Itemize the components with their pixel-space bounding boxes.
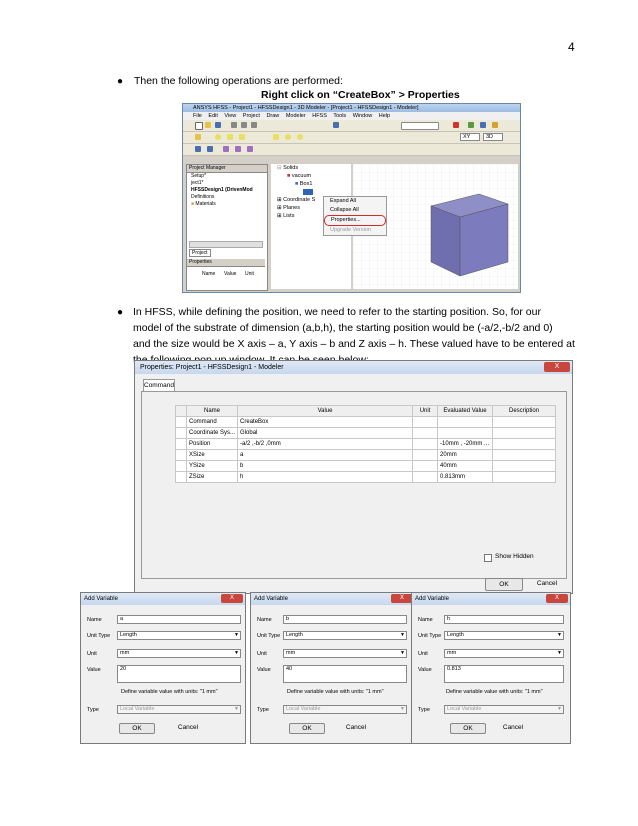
add-variable-title-text: Add Variable: [84, 596, 118, 602]
toolbar-3: [183, 144, 520, 156]
pm-item[interactable]: Setup*: [191, 173, 207, 179]
menu-collapse-all[interactable]: Collapse All: [330, 207, 359, 213]
menu-modeler[interactable]: Modeler: [285, 113, 306, 119]
menu-properties[interactable]: Properties...: [324, 215, 386, 226]
lists-icon: ⊞: [277, 213, 282, 219]
bullet-2-line: and the size would be X axis – a, Y axis – b and Z axis – h. These valued have to be entered at: [133, 338, 575, 350]
cell-description[interactable]: [493, 461, 556, 472]
close-icon[interactable]: X: [546, 594, 568, 603]
unit-type-select[interactable]: [283, 631, 407, 640]
bullet-2-line: In HFSS, while defining the position, we need to refer to the starting position. So, for our: [133, 306, 541, 318]
add-variable-title: [81, 593, 245, 605]
results-icon[interactable]: [480, 122, 486, 128]
coordinate-icon: ⊞: [277, 197, 282, 203]
hfss-menu-bar: [183, 112, 520, 120]
hfss-title: ANSYS HFSS - Project1 - HFSSDesign1 - 3D Modeler - [Project1 - HFSSDesign1 - Modeler]: [183, 104, 520, 112]
save-icon[interactable]: [215, 122, 221, 128]
pm-item-design[interactable]: HFSSDesign1 (DrivenMod: [191, 187, 253, 193]
cell-value[interactable]: a: [238, 450, 413, 461]
cell-name: ZSize: [187, 472, 238, 483]
subtract-icon[interactable]: [235, 146, 241, 152]
unit-type-label: Unit Type: [418, 633, 442, 639]
ok-button[interactable]: OK: [289, 723, 325, 734]
cell-unit: [413, 461, 438, 472]
project-manager-header: Project Manager: [187, 165, 267, 173]
grid-header-row: [176, 406, 556, 417]
name-input[interactable]: b: [283, 615, 407, 624]
row-marker: [176, 450, 187, 461]
command-tab-pane: [141, 391, 567, 579]
cell-unit: [413, 417, 438, 428]
close-icon[interactable]: X: [221, 594, 243, 603]
cell-value[interactable]: -a/2 ,-b/2 ,0mm: [238, 439, 413, 450]
cell-evaluated: [438, 428, 493, 439]
cell-value[interactable]: CreateBox: [238, 417, 413, 428]
draw-circle-icon[interactable]: [215, 134, 221, 140]
tree-item-vacuum[interactable]: [271, 172, 351, 180]
value-label: Value: [87, 667, 101, 673]
type-select: [444, 705, 564, 714]
planes-icon: ⊞: [277, 205, 282, 211]
row-marker: [176, 472, 187, 483]
box-icon: ■: [295, 181, 299, 187]
port-icon[interactable]: [195, 146, 201, 152]
chevron-down-icon: ▼: [400, 632, 405, 638]
new-icon[interactable]: [195, 122, 203, 130]
page-number: 4: [568, 40, 575, 54]
menu-tools[interactable]: Tools: [333, 113, 347, 119]
draw-rectangle-icon[interactable]: [227, 134, 233, 140]
createbox-selected: [303, 189, 313, 195]
type-value: Local Variable: [120, 706, 155, 712]
table-row[interactable]: [176, 450, 556, 461]
cell-evaluated: 20mm: [438, 450, 493, 461]
add-variable-title: [412, 593, 570, 605]
value-input[interactable]: 0.813: [444, 665, 564, 683]
hint-text: Define variable value with units: "1 mm": [287, 689, 384, 695]
cancel-button[interactable]: Cancel: [502, 724, 524, 731]
prop-col-unit: Unit: [245, 271, 254, 277]
tree-label: Planes: [283, 205, 300, 211]
pm-item-label: Materials: [195, 201, 216, 207]
type-select: [117, 705, 241, 714]
cell-name: Coordinate Sys...: [187, 428, 238, 439]
chevron-down-icon: ▼: [234, 650, 239, 656]
view-select-value: 3D: [486, 134, 494, 140]
add-variable-dialog-h: [411, 592, 571, 744]
value-label: Value: [257, 667, 271, 673]
cancel-button[interactable]: Cancel: [345, 724, 367, 731]
col-value: Value: [238, 406, 413, 417]
cell-evaluated: 40mm: [438, 461, 493, 472]
menu-project[interactable]: Project: [242, 113, 260, 119]
table-row[interactable]: [176, 461, 556, 472]
tree-label: Box1: [299, 181, 313, 187]
unit-type-value: Length: [120, 632, 137, 638]
unit-label: Unit: [87, 651, 97, 657]
menu-upgrade-version: Upgrade Version: [330, 227, 371, 233]
hfss-window: [182, 103, 521, 293]
name-label: Name: [87, 617, 102, 623]
cell-name: YSize: [187, 461, 238, 472]
tree-label: vacuum: [291, 173, 312, 179]
value-label: Value: [418, 667, 432, 673]
type-value: Local Variable: [286, 706, 321, 712]
pm-item[interactable]: Definitions: [191, 194, 215, 200]
toolbar-1: [183, 120, 520, 132]
type-label: Type: [87, 707, 99, 713]
add-variable-title-text: Add Variable: [254, 596, 288, 602]
type-select: [283, 705, 407, 714]
properties-dialog-title-text: Properties: Project1 - HFSSDesign1 - Modeler: [140, 364, 284, 371]
properties-dialog: [134, 360, 573, 594]
unit-label: Unit: [257, 651, 267, 657]
cell-unit: [413, 439, 438, 450]
close-icon[interactable]: X: [544, 362, 570, 372]
cell-description[interactable]: [493, 450, 556, 461]
cell-value[interactable]: b: [238, 461, 413, 472]
chevron-down-icon: ▼: [400, 706, 405, 712]
cell-value[interactable]: Global: [238, 428, 413, 439]
material-icon: ■: [287, 173, 291, 179]
validate-icon[interactable]: [453, 122, 459, 128]
chevron-down-icon: ▼: [400, 650, 405, 656]
col-description: Description: [493, 406, 556, 417]
menu-help[interactable]: Help: [378, 113, 391, 119]
properties-panel-header: Properties: [187, 259, 265, 267]
chevron-down-icon: ▼: [234, 632, 239, 638]
cell-evaluated: -10mm , -20mm ...: [438, 439, 493, 450]
pm-item[interactable]: ject1*: [191, 180, 204, 186]
toolbar-2: [183, 132, 520, 144]
bullet-1-text: Then the following operations are performed:: [133, 75, 343, 87]
add-variable-title: [251, 593, 415, 605]
row-marker: [176, 417, 187, 428]
cell-description[interactable]: [493, 439, 556, 450]
col-evaluated: Evaluated Value: [438, 406, 493, 417]
properties-grid: [175, 405, 556, 483]
table-row[interactable]: [176, 439, 556, 450]
plane-select[interactable]: [460, 133, 480, 141]
project-manager-panel: [186, 164, 268, 291]
open-icon[interactable]: [205, 122, 211, 128]
cancel-button[interactable]: Cancel: [536, 580, 558, 587]
unit-type-value: Length: [286, 632, 303, 638]
draw-box-icon[interactable]: [273, 134, 279, 140]
analyze-icon[interactable]: [468, 122, 474, 128]
context-menu: [323, 196, 387, 236]
type-label: Type: [418, 707, 430, 713]
bullet-dot: ●: [117, 307, 124, 318]
name-label: Name: [418, 617, 433, 623]
row-marker: [176, 461, 187, 472]
hint-text: Define variable value with units: "1 mm": [121, 689, 218, 695]
bullet-dot: ●: [117, 76, 124, 87]
copy-icon[interactable]: [241, 122, 247, 128]
tree-label: Lists: [283, 213, 295, 219]
table-row[interactable]: [176, 428, 556, 439]
view-select[interactable]: [483, 133, 503, 141]
name-input[interactable]: a: [117, 615, 241, 624]
cell-description[interactable]: [493, 417, 556, 428]
unit-value: mm: [447, 650, 457, 656]
cell-value[interactable]: h: [238, 472, 413, 483]
tab-project[interactable]: Project: [189, 249, 211, 257]
tree-label: Solids: [283, 165, 299, 171]
chevron-down-icon: ▼: [557, 650, 562, 656]
intersect-icon[interactable]: [247, 146, 253, 152]
chevron-down-icon: ▼: [557, 706, 562, 712]
cut-icon[interactable]: [231, 122, 237, 128]
material-select[interactable]: [401, 122, 439, 130]
draw-cylinder-icon[interactable]: [285, 134, 291, 140]
tree-label: Coordinate S: [283, 197, 316, 203]
menu-window[interactable]: Window: [352, 113, 373, 119]
unit-type-label: Unit Type: [87, 633, 111, 639]
unit-label: Unit: [418, 651, 428, 657]
unit-type-select[interactable]: [117, 631, 241, 640]
pm-item-materials[interactable]: [187, 201, 267, 208]
row-marker: [176, 428, 187, 439]
cell-name: Command: [187, 417, 238, 428]
add-variable-dialog-a: [80, 592, 246, 744]
plane-select-value: XY: [463, 134, 471, 140]
show-hidden-checkbox[interactable]: [484, 554, 492, 562]
prop-col-value: Value: [224, 271, 237, 277]
col-name: Name: [187, 406, 238, 417]
menu-file[interactable]: File: [193, 113, 202, 119]
type-label: Type: [257, 707, 269, 713]
cell-unit: [413, 472, 438, 483]
hint-text: Define variable value with units: "1 mm": [446, 689, 543, 695]
cell-description[interactable]: [493, 472, 556, 483]
close-icon[interactable]: X: [391, 594, 413, 603]
bullet-2-text: [133, 304, 573, 368]
bullet-2-dot: [117, 304, 123, 321]
chevron-down-icon: ▼: [234, 706, 239, 712]
unit-type-label: Unit Type: [257, 633, 281, 639]
unit-select[interactable]: [444, 649, 564, 658]
menu-edit[interactable]: Edit: [208, 113, 218, 119]
tree-item-solids[interactable]: [271, 164, 351, 172]
bullet-1: [117, 73, 343, 90]
tree-item-box1[interactable]: [271, 180, 351, 188]
help-icon[interactable]: [195, 134, 201, 140]
menu-hfss[interactable]: HFSS: [312, 113, 327, 119]
folder-icon: ■: [191, 201, 195, 207]
draw-polygon-icon[interactable]: [239, 134, 245, 140]
draw-sphere-icon[interactable]: [297, 134, 303, 140]
bullet-2-line: model of the substrate of dimension (a,b,h), the starting position would be (-a/2,-b/2 and 0): [133, 322, 553, 334]
paste-icon[interactable]: [251, 122, 257, 128]
unit-type-select[interactable]: [444, 631, 564, 640]
table-row[interactable]: [176, 472, 556, 483]
pm-scrollbar[interactable]: [189, 241, 263, 248]
figure-caption: Right click on “CreateBox” > Properties: [261, 89, 460, 101]
value-input[interactable]: 40: [283, 665, 407, 683]
cell-name: Position: [187, 439, 238, 450]
unit-select[interactable]: [283, 649, 407, 658]
table-row[interactable]: [176, 417, 556, 428]
value-input[interactable]: 20: [117, 665, 241, 683]
properties-dialog-title: [135, 361, 572, 374]
cell-evaluated: [438, 417, 493, 428]
tree-item-createbox[interactable]: [271, 188, 351, 196]
show-hidden-label: Show Hidden: [495, 553, 534, 560]
cell-name: XSize: [187, 450, 238, 461]
unit-value: mm: [286, 650, 296, 656]
cell-description[interactable]: [493, 428, 556, 439]
ok-button[interactable]: OK: [119, 723, 155, 734]
unit-value: mm: [120, 650, 130, 656]
unite-icon[interactable]: [223, 146, 229, 152]
add-variable-title-text: Add Variable: [415, 596, 449, 602]
unit-type-value: Length: [447, 632, 464, 638]
select-icon[interactable]: [333, 122, 339, 128]
col-unit: Unit: [413, 406, 438, 417]
unit-select[interactable]: [117, 649, 241, 658]
grid-corner: [176, 406, 187, 417]
menu-view[interactable]: View: [224, 113, 237, 119]
menu-expand-all[interactable]: Expand All: [330, 198, 356, 204]
prop-col-name: Name: [202, 271, 216, 277]
name-input[interactable]: h: [444, 615, 564, 624]
cell-evaluated: 0.813mm: [438, 472, 493, 483]
name-label: Name: [257, 617, 272, 623]
cell-unit: [413, 450, 438, 461]
ok-button[interactable]: OK: [485, 578, 523, 591]
fields-icon[interactable]: [492, 122, 498, 128]
type-value: Local Variable: [447, 706, 482, 712]
expand-icon: ⊟: [277, 165, 282, 171]
ok-button[interactable]: OK: [450, 723, 486, 734]
chevron-down-icon: ▼: [557, 632, 562, 638]
cancel-button[interactable]: Cancel: [177, 724, 199, 731]
cell-unit: [413, 428, 438, 439]
add-variable-dialog-b: [250, 592, 416, 744]
row-marker: [176, 439, 187, 450]
tab-command[interactable]: Command: [143, 379, 175, 392]
menu-draw[interactable]: Draw: [266, 113, 280, 119]
boundary-icon[interactable]: [207, 146, 213, 152]
